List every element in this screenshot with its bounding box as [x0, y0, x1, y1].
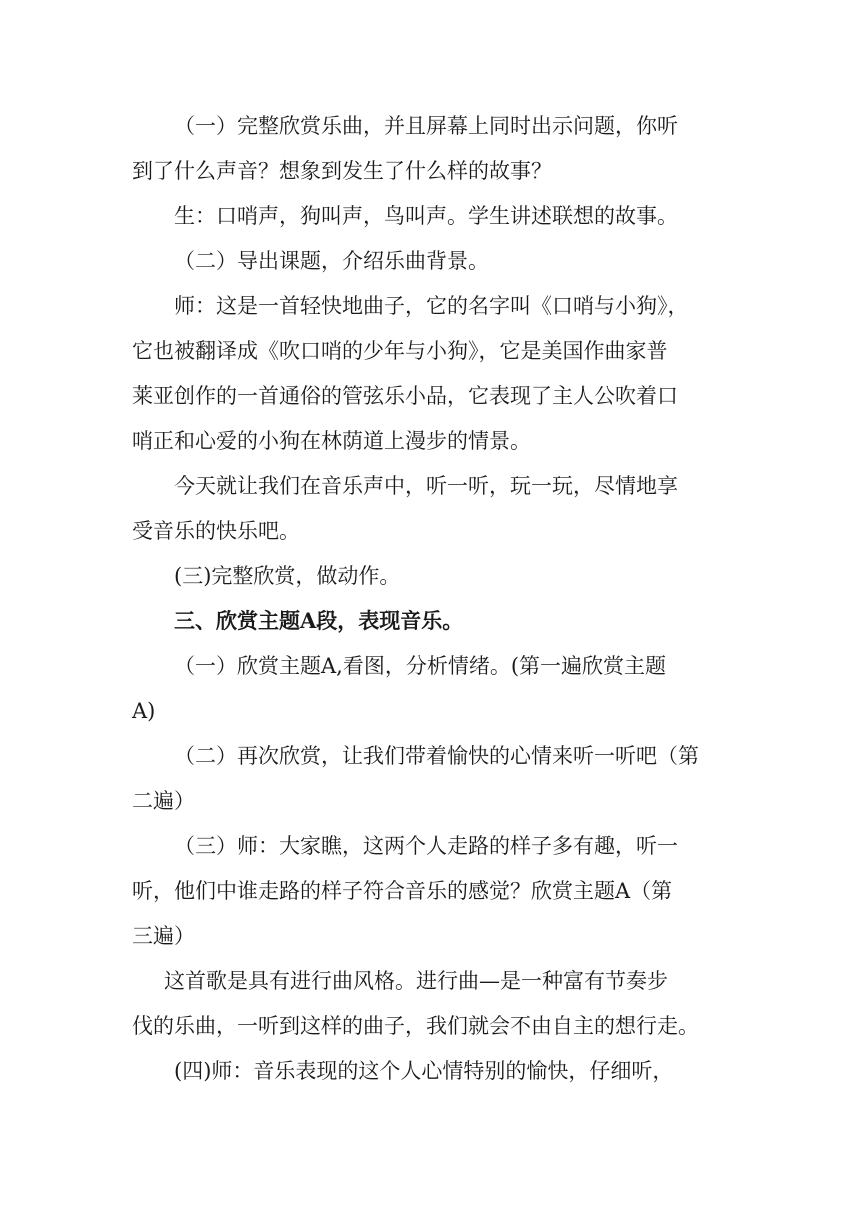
text-line-9: 今天就让我们在音乐声中，听一听，玩一玩，尽情地享 — [174, 474, 678, 498]
section-heading: 三、欣赏主题A段，表现音乐。 — [174, 608, 464, 633]
text-line-2: 到了什么声音？想象到发生了什么样的故事？ — [132, 159, 552, 183]
text-line-11: (三)完整欣赏，做动作。 — [174, 564, 401, 588]
text-line-6: 它也被翻译成《吹口哨的少年与小狗》，它是美国作曲家普 — [132, 339, 668, 363]
text-line-19: 三遍） — [132, 924, 195, 948]
text-line-10: 受音乐的快乐吧。 — [132, 519, 300, 543]
text-line-14: A) — [132, 699, 156, 723]
text-line-22: (四)师：音乐表现的这个人心情特别的愉快，仔细听， — [174, 1059, 674, 1083]
text-line-17: （三）师：大家瞧，这两个人走路的样子多有趣，听一 — [174, 834, 678, 858]
text-line-3: 生：口哨声，狗叫声，鸟叫声。学生讲述联想的故事。 — [174, 204, 678, 228]
text-line-4: （二）导出课题，介绍乐曲背景。 — [174, 249, 489, 273]
text-line-20: 这首歌是具有进行曲风格。进行曲—是一种富有节奏步 — [164, 969, 668, 993]
text-line-15: （二）再次欣赏，让我们带着愉快的心情来听一听吧（第 — [174, 744, 699, 768]
text-line-1: （一）完整欣赏乐曲，并且屏幕上同时出示问题，你听 — [174, 114, 678, 138]
text-line-18: 听，他们中谁走路的样子符合音乐的感觉？欣赏主题A（第 — [132, 879, 673, 903]
text-line-5: 师：这是一首轻快地曲子，它的名字叫《口哨与小狗》， — [174, 294, 689, 318]
text-line-16: 二遍） — [132, 789, 195, 813]
text-line-8: 哨正和心爱的小狗在林荫道上漫步的情景。 — [132, 429, 531, 453]
text-line-13: （一）欣赏主题A,看图，分析情绪。(第一遍欣赏主题 — [174, 654, 667, 678]
text-line-21: 伐的乐曲，一听到这样的曲子，我们就会不由自主的想行走。 — [132, 1014, 699, 1038]
text-line-7: 莱亚创作的一首通俗的管弦乐小品，它表现了主人公吹着口 — [132, 384, 678, 408]
